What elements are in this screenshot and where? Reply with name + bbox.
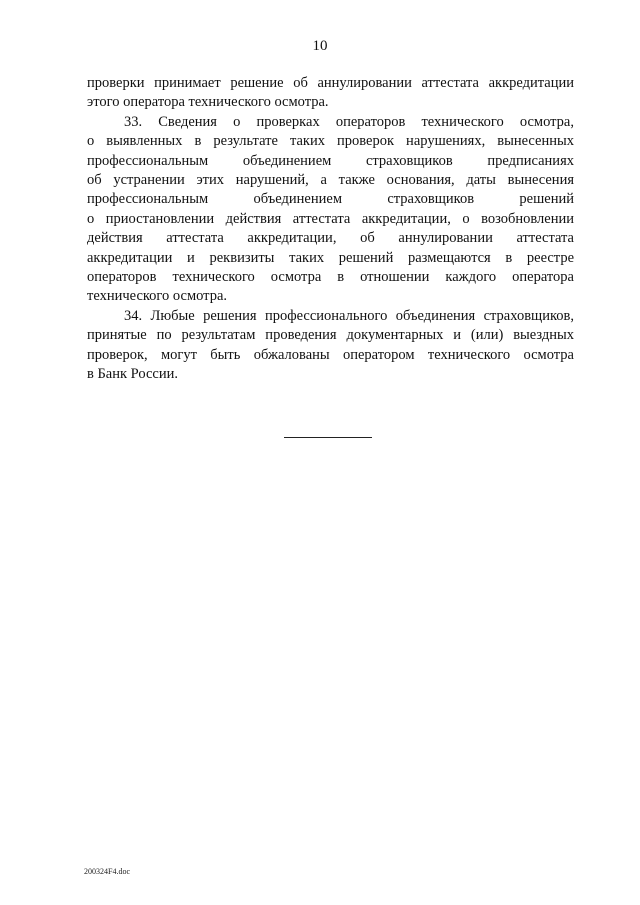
text-line: принятые по результатам проведения документарных и (или) выездных — [87, 327, 574, 344]
text-line: профессиональным объединением страховщиков предписаниях — [87, 152, 574, 169]
paragraph-33-start: 33. Сведения о проверках операторов технического осмотра, — [124, 113, 574, 130]
text-line: аккредитации и реквизиты таких решений размещаются в реестре — [87, 249, 574, 266]
footer-file-code: 200324F4.doc — [84, 867, 130, 876]
text-line: действия аттестата аккредитации, об аннулировании аттестата — [87, 230, 574, 247]
text-line: проверок, могут быть обжалованы оператором технического осмотра — [87, 346, 574, 363]
document-body — [87, 74, 574, 385]
text-line: об устранении этих нарушений, а также основания, даты вынесения — [87, 172, 574, 189]
paragraph-34-start: 34. Любые решения профессионального объединения страховщиков, — [124, 307, 574, 324]
end-divider — [284, 437, 372, 438]
text-line: о выявленных в результате таких проверок нарушениях, вынесенных — [87, 133, 574, 150]
text-line: профессиональным объединением страховщиков решений — [87, 191, 574, 208]
text-line: проверки принимает решение об аннулировании аттестата аккредитации — [87, 75, 574, 91]
text-line: операторов технического осмотра в отношении каждого оператора — [87, 269, 574, 286]
text-line: в Банк России. — [87, 366, 178, 383]
page-number: 10 — [312, 38, 328, 54]
text-line: технического осмотра. — [87, 288, 228, 305]
text-line: о приостановлении действия аттестата аккредитации, о возобновлении — [87, 210, 574, 227]
text-line: этого оператора технического осмотра. — [87, 94, 329, 111]
